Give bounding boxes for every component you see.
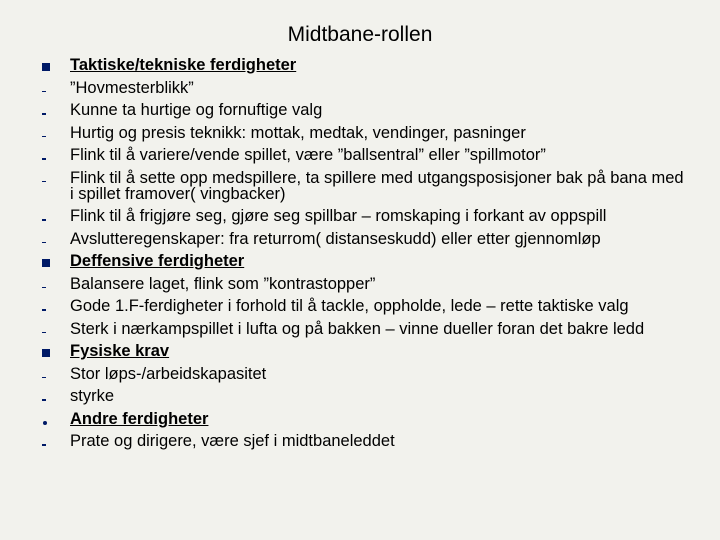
list-item — [0, 80, 720, 96]
list-item-text: Sterk i nærkampspillet i lufta og på bakken – vinne dueller foran det bakre ledd — [70, 319, 645, 338]
bullet-marker — [38, 388, 58, 404]
list-item-text: Balansere laget, flink som ”kontrastopper” — [70, 274, 376, 293]
list-item-text: Stor løps-/arbeidskapasitet — [70, 364, 267, 383]
list-item — [0, 343, 720, 359]
list-item — [0, 411, 720, 427]
list-item — [0, 208, 720, 224]
bullet-marker — [38, 411, 58, 427]
list-item-text: styrke — [70, 387, 115, 405]
list-item — [0, 298, 720, 314]
list-item-text: Flink til å frigjøre seg, gjøre seg spillbar – romskaping i forkant av oppspill — [70, 207, 607, 225]
bullet-marker — [38, 102, 58, 118]
section-heading: Fysiske krav — [70, 342, 170, 360]
list-item-text: Flink til å sette opp medspillere, ta spillere med utgangsposisjoner bak på bana med i spillet framover( vingbacker) — [70, 168, 684, 203]
bullet-marker — [38, 125, 58, 141]
section-heading: Deffensive ferdigheter — [70, 252, 245, 270]
list-item — [0, 366, 720, 382]
list-item — [0, 231, 720, 247]
bullet-marker — [38, 170, 58, 186]
list-item — [0, 321, 720, 337]
bullet-marker — [38, 433, 58, 449]
list-item — [0, 125, 720, 141]
list-item — [0, 433, 720, 449]
bullet-marker — [38, 147, 58, 163]
list-item-text: Kunne ta hurtige og fornuftige valg — [70, 101, 323, 119]
bullet-marker — [38, 57, 58, 73]
bullet-marker — [38, 298, 58, 314]
list-item-text: Gode 1.F-ferdigheter i forhold til å tackle, oppholde, lede – rette taktiske valg — [70, 297, 629, 315]
list-item — [0, 102, 720, 118]
bullet-marker — [38, 208, 58, 224]
list-item — [0, 253, 720, 269]
list-item — [0, 170, 720, 202]
list-item — [0, 388, 720, 404]
list-item-text: Prate og dirigere, være sjef i midtbaneleddet — [70, 432, 395, 450]
list-item — [0, 276, 720, 292]
bullet-list — [0, 57, 720, 456]
slide-title: Midtbane-rollen — [287, 23, 433, 46]
bullet-marker — [38, 231, 58, 247]
list-item-text: ”Hovmesterblikk” — [70, 78, 194, 97]
bullet-marker — [38, 253, 58, 269]
bullet-marker — [38, 321, 58, 337]
bullet-marker — [38, 366, 58, 382]
bullet-marker — [38, 276, 58, 292]
bullet-marker — [38, 343, 58, 359]
list-item-text: Flink til å variere/vende spillet, være ”ballsentral” eller ”spillmotor” — [70, 146, 546, 164]
list-item-text: Hurtig og presis teknikk: mottak, medtak, vendinger, pasninger — [70, 123, 526, 142]
list-item — [0, 57, 720, 73]
list-item — [0, 147, 720, 163]
bullet-marker — [38, 80, 58, 96]
list-item-text: Avslutteregenskaper: fra returrom( distanseskudd) eller etter gjennomløp — [70, 229, 601, 248]
section-heading: Andre ferdigheter — [70, 409, 209, 428]
section-heading: Taktiske/tekniske ferdigheter — [70, 56, 297, 74]
